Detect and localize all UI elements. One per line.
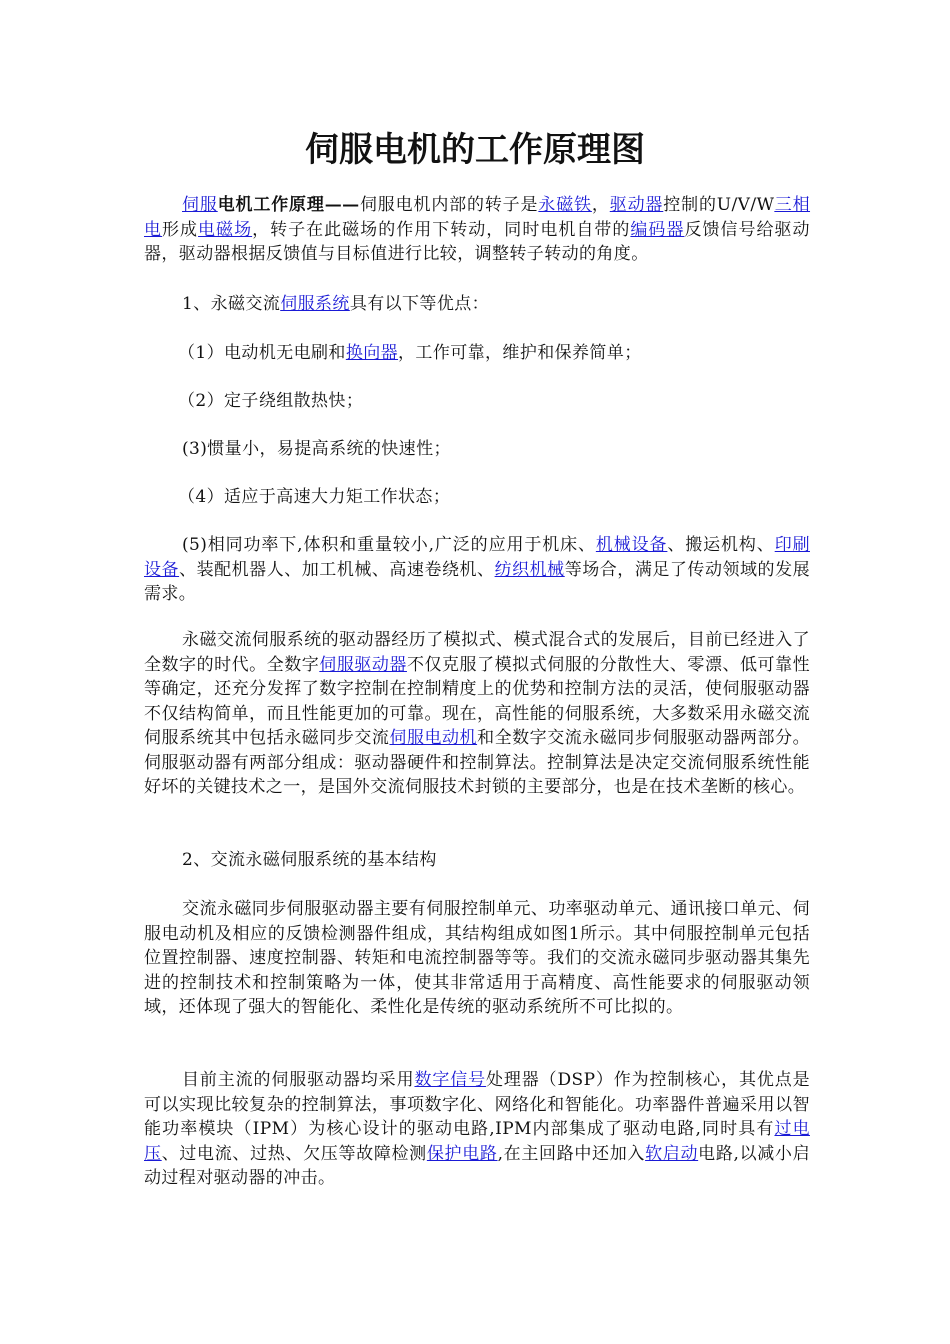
text: 形成 [162, 219, 199, 240]
link-servo-motor[interactable]: 伺服电动机 [389, 728, 478, 748]
text: ，转子在此磁场的作用下转动，同时电机自带的 [252, 219, 631, 240]
text: 电路,以减小启动过程对驱动器的冲击。 [144, 1143, 811, 1188]
text: 不仅克服了模拟式伺服的分散性大、零漂、低可靠性等确定，还充分发挥了数字控制在控制精度上的优势和控制方法的灵活，使伺服驱动器不仅结构简单，而且性能更加的可靠。现在，高性能的伺服系统，大多数采用永磁交流伺服系统其中包括永磁同步交流 [144, 654, 811, 748]
advantage-1 [144, 341, 810, 366]
text: 伺服电机内部的转子是 [359, 195, 539, 215]
text: 、搬运机构、 [667, 535, 775, 555]
link-servo-system[interactable]: 伺服系统 [280, 294, 350, 314]
link-driver[interactable]: 驱动器 [609, 195, 664, 215]
link-commutator[interactable]: 换向器 [345, 343, 399, 363]
advantage-2: （2）定子绕组散热快； [178, 391, 364, 411]
advantage-5 [144, 533, 810, 607]
text: (5)相同功率下,体积和重量较小,广泛的应用于机床、 [182, 535, 596, 555]
link-servo[interactable]: 伺服 [182, 195, 218, 215]
advantage-3: (3)惯量小，易提高系统的快速性； [182, 439, 451, 459]
text: 和全数字交流永磁同步伺服驱动器两部分。伺服驱动器有两部分组成：驱动器硬件和控制算法。控制算法是决定交流伺服系统性能好坏的关键技术之一，是国外交流伺服技术封锁的主要部分，也是在技术垄断的核心。 [144, 728, 811, 797]
text: 、装配机器人、加工机械、高速卷绕机、 [179, 559, 495, 580]
link-three-phase[interactable]: 三相电 [144, 195, 811, 240]
text: 处理器（DSP）作为控制核心，其优点是可以实现比较复杂的控制算法，事项数字化、网络化和智能化。功率器件普遍采用以智能功率模块（IPM）为核心设计的驱动电路,IPM内部集成了驱动电路,同时具有 [144, 1070, 810, 1139]
intro-lead-bold: 电机工作原理—— [217, 195, 360, 215]
text: 等场合，满足了传动领域的发展需求。 [144, 559, 810, 604]
section-1-heading [144, 292, 810, 317]
text: 反馈信号给驱动器，驱动器根据反馈值与目标值进行比较，调整转子转动的角度。 [144, 219, 810, 264]
link-machinery[interactable]: 机械设备 [595, 535, 668, 555]
page-title: 伺服电机的工作原理图 [305, 130, 645, 170]
text: ,在主回路中还加入 [497, 1143, 646, 1164]
text: 控制的U/V/W [663, 195, 775, 215]
text: 目前主流的伺服驱动器均采用 [182, 1070, 415, 1090]
driver-paragraph [144, 628, 810, 800]
text: 1、永磁交流 [182, 294, 281, 314]
section-2-heading: 2、交流永磁伺服系统的基本结构 [182, 850, 437, 870]
text: 永磁交流伺服系统的驱动器经历了模拟式、模式混合式的发展后，目前已经进入了全数字的时代。全数字 [144, 630, 810, 675]
link-protection-circuit[interactable]: 保护电路 [426, 1143, 498, 1164]
structure-paragraph: 交流永磁同步伺服驱动器主要有伺服控制单元、功率驱动单元、通讯接口单元、伺服电动机及相应的反馈检测器件组成，其结构组成如图1所示。其中伺服控制单元包括位置控制器、速度控制器、转矩和电流控制器等等。我们的交流永磁同步驱动器其集先进的控制技术和控制策略为一体，使其非常适用于高精度、高性能要求的伺服驱动领域，还体现了强大的智能化、柔性化是传统的驱动系统所不可比拟的。 [144, 899, 810, 1017]
link-textile-machinery[interactable]: 纺织机械 [494, 559, 565, 580]
text: ， [591, 195, 610, 215]
link-encoder[interactable]: 编码器 [630, 219, 685, 240]
link-printing-equipment[interactable]: 印刷设备 [144, 535, 810, 580]
advantage-4: （4）适应于高速大力矩工作状态； [178, 487, 451, 507]
intro-paragraph [144, 193, 810, 267]
link-digital-signal[interactable]: 数字信号 [414, 1070, 486, 1090]
link-electromagnetic-field[interactable]: 电磁场 [198, 219, 253, 240]
link-permanent-magnet[interactable]: 永磁铁 [538, 195, 592, 215]
link-soft-start[interactable]: 软启动 [645, 1143, 699, 1164]
text: （1）电动机无电刷和 [178, 343, 346, 363]
link-servo-driver[interactable]: 伺服驱动器 [319, 654, 407, 675]
link-overvoltage[interactable]: 过电压 [144, 1119, 810, 1164]
text: 、过电流、过热、欠压等故障检测 [161, 1143, 427, 1164]
dsp-paragraph [144, 1068, 810, 1191]
text: ，工作可靠，维护和保养简单； [398, 343, 642, 363]
text: 具有以下等优点： [349, 294, 490, 314]
